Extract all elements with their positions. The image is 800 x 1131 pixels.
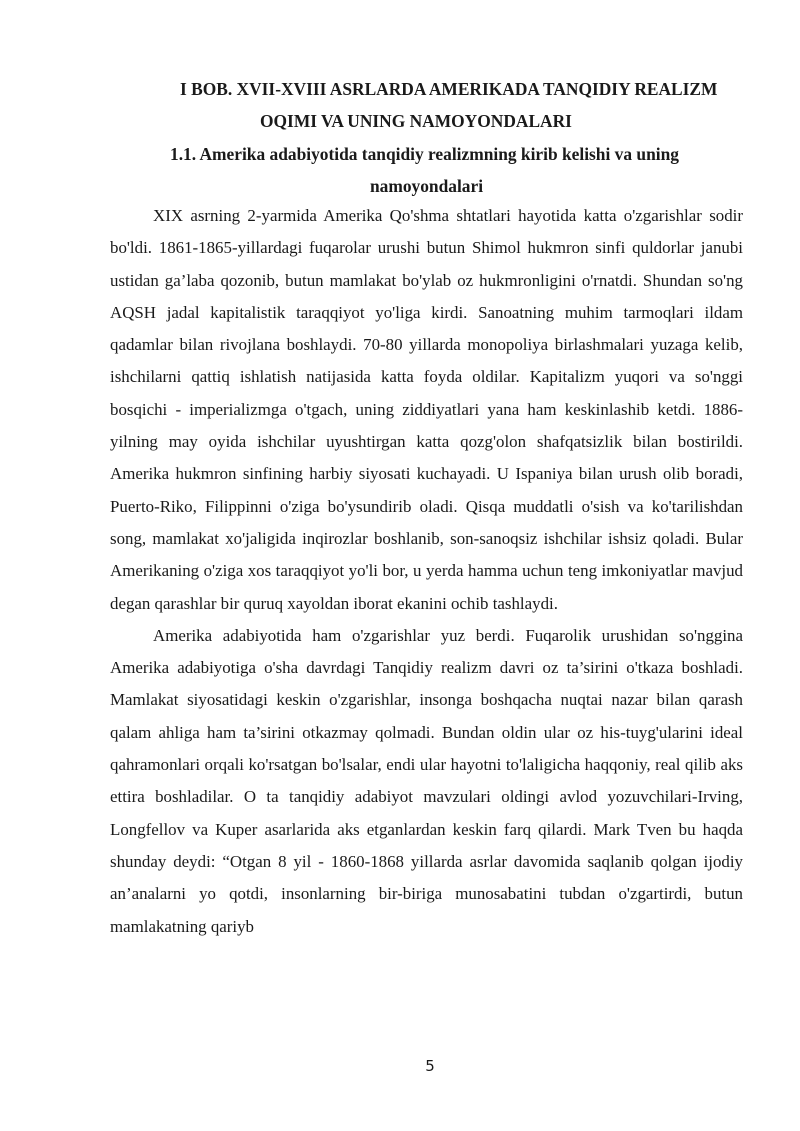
- paragraph: Amerika adabiyotida ham o'zgarishlar yuz berdi. Fuqarolik urushidan so'nggina Amerika adabiyotiga o'sha davrdagi Tanqidiy realizm davri oz ta’sirini o'tkaza boshladi. Mamlakat siyosatidagi keskin o'zgarishlar, insonga boshqacha nuqtai nazar bilan qarash qalam ahliga ham ta’sirini otkazmay qolmadi. Bundan oldin ular oz his-tuyg'ularini ideal qahramonlari orqali ko'rsatgan bo'lsalar, endi ular hayotni to'laligicha haqqoniy, real qilib aks ettira boshladilar. O ta tanqidiy adabiyot mavzulari oldingi avlod yozuvchilari-Irving, Longfellov va Kuper asarlarida aks etganlardan keskin farq qilardi. Mark Tven bu haqda shunday deydi: “Otgan 8 yil - 1860-1868 yillarda asrlar davomida saqlanib qolgan ijodiy an’analarni yo qotdi, insonlarning bir-biriga munosabatini tubdan o'zgartirdi, butun mamlakatning qariyb: [110, 625, 743, 936]
- chapter-title-line-2: OQIMI VA UNING NAMOYONDALARI: [260, 111, 572, 132]
- paragraph: XIX asrning 2-yarmida Amerika Qo'shma shtatlari hayotida katta o'zgarishlar sodir bo'ldi. 1861-1865-yillardagi fuqarolar urushi butun Shimol hukmron sinfi quldorlar janubi ustidan ga’laba qozonib, butun mamlakat bo'ylab oz hukmronligini o'rnatdi. Shundan so'ng AQSH jadal kapitalistik taraqqiyot yo'liga kirdi. Sanoatning muhim tarmoqlari ildam qadamlar bilan rivojlana boshlaydi. 70-80 yillarda monopoliya birlashmalari yuzaga kelib, ishchilarni qattiq ishlatish natijasida katta foyda oldilar. Kapitalizm yuqori va so'nggi bosqichi - imperializmga o'tgach, uning ziddiyatlari yana ham keskinlashib ketdi. 1886-yilning may oyida ishchilar uyushtirgan katta qozg'olon shafqatsizlik bilan bostirildi. Amerika hukmron sinfining harbiy siyosati kuchayadi. U Ispaniya bilan urush olib boradi, Puerto-Riko, Filippinni o'ziga bo'ysundirib oladi. Qisqa muddatli o'sish va ko'tarilishdan song, mamlakat xo'jaligida inqirozlar boshlanib, son-sanoqsiz ishchilar ishsiz qoladi. Bular Amerikaning o'ziga xos taraqqiyot yo'li bor, u yerda hamma uchun teng imkoniyatlar mavjud degan qarashlar bir quruq xayoldan iborat ekanini ochib tashlaydi.: [110, 206, 743, 613]
- chapter-title: [110, 73, 743, 138]
- page-number: 5: [425, 1057, 435, 1075]
- section-title-line-1: 1.1. Amerika adabiyotida tanqidiy realizmning kirib kelishi va uning: [170, 144, 679, 164]
- body-text: [110, 200, 743, 943]
- section-title-line-2: namoyondalari: [369, 176, 484, 197]
- chapter-title-line-1: I BOB. XVII-XVIII ASRLARDA AMERIKADA TANQIDIY REALIZM: [180, 79, 718, 99]
- section-title: [110, 138, 743, 203]
